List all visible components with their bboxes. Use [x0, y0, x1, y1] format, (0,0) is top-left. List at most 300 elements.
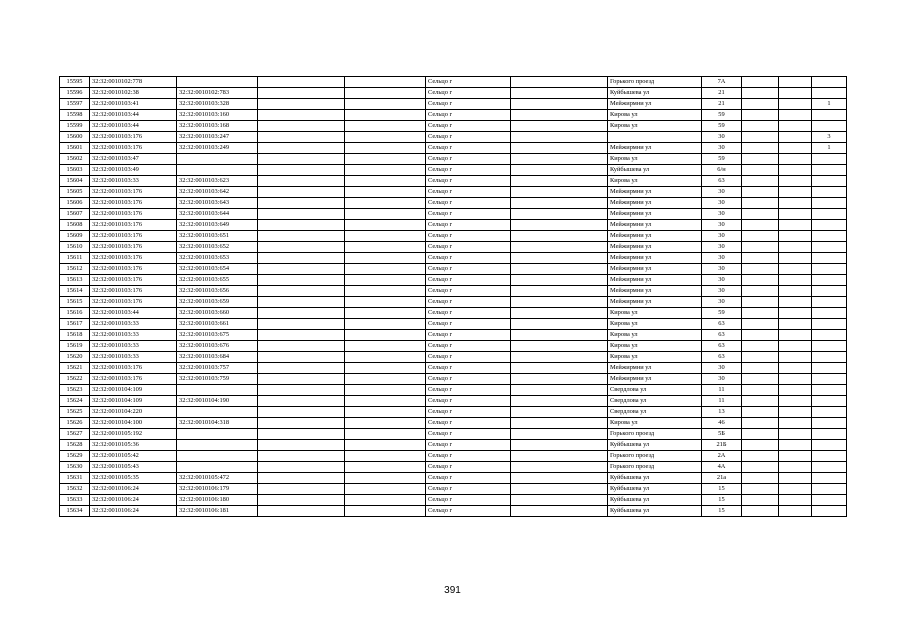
cell-cadastral-number: 32:32:0010103:176 [90, 275, 177, 286]
cell-object-cadastral-number: 32:32:0010103:168 [177, 121, 258, 132]
table-row [60, 462, 847, 473]
cell-street: Мейжирмни ул [608, 231, 702, 242]
cell-object-cadastral-number: 32:32:0010103:649 [177, 220, 258, 231]
cell-col-11 [779, 154, 812, 165]
cell-object-cadastral-number: 32:32:0010106:180 [177, 495, 258, 506]
cell-col-10 [742, 385, 779, 396]
cell-cadastral-number: 32:32:0010105:192 [90, 429, 177, 440]
cell-cadastral-number: 32:32:0010103:176 [90, 297, 177, 308]
cell-col-7 [511, 88, 608, 99]
cell-object-cadastral-number [177, 451, 258, 462]
cell-street: Куйбышева ул [608, 88, 702, 99]
cell-object-cadastral-number: 32:32:0010103:643 [177, 198, 258, 209]
cell-cadastral-number: 32:32:0010104:109 [90, 385, 177, 396]
table-row [60, 242, 847, 253]
cell-col-4 [258, 143, 345, 154]
cell-street: Мейжирмни ул [608, 187, 702, 198]
cell-col-5 [345, 253, 426, 264]
cell-house-number: 63 [702, 176, 742, 187]
cell-cadastral-number: 32:32:0010103:176 [90, 231, 177, 242]
cell-street: Кирова ул [608, 121, 702, 132]
table-row [60, 319, 847, 330]
cell-row-number: 15624 [60, 396, 90, 407]
cell-street: Горького проезд [608, 77, 702, 88]
cell-row-number: 15625 [60, 407, 90, 418]
cell-street: Кирова ул [608, 154, 702, 165]
cell-col-4 [258, 297, 345, 308]
cell-street: Куйбышева ул [608, 440, 702, 451]
cell-street: Мейжирмни ул [608, 286, 702, 297]
cell-col-5 [345, 297, 426, 308]
cell-row-number: 15601 [60, 143, 90, 154]
cell-col-11 [779, 385, 812, 396]
cell-col-4 [258, 451, 345, 462]
cell-col-11 [779, 121, 812, 132]
cell-col-5 [345, 363, 426, 374]
table-row [60, 396, 847, 407]
cell-settlement: Сельцо г [426, 330, 511, 341]
cell-object-cadastral-number: 32:32:0010103:660 [177, 308, 258, 319]
cell-object-cadastral-number [177, 154, 258, 165]
cell-col-11 [779, 264, 812, 275]
table-row [60, 99, 847, 110]
cell-col-7 [511, 121, 608, 132]
cell-col-4 [258, 330, 345, 341]
cell-house-number: 15 [702, 495, 742, 506]
cell-col-10 [742, 297, 779, 308]
cell-house-number: 30 [702, 143, 742, 154]
cell-col-7 [511, 495, 608, 506]
cell-col-11 [779, 88, 812, 99]
cell-extra-value [812, 495, 847, 506]
cell-col-4 [258, 462, 345, 473]
table-row [60, 132, 847, 143]
cell-col-11 [779, 341, 812, 352]
cell-col-10 [742, 176, 779, 187]
cell-extra-value [812, 418, 847, 429]
cell-cadastral-number: 32:32:0010103:33 [90, 176, 177, 187]
cell-row-number: 15606 [60, 198, 90, 209]
cell-settlement: Сельцо г [426, 286, 511, 297]
cell-col-11 [779, 407, 812, 418]
cell-extra-value [812, 374, 847, 385]
cell-col-7 [511, 385, 608, 396]
cell-street: Мейжирмни ул [608, 99, 702, 110]
cell-cadastral-number: 32:32:0010103:33 [90, 330, 177, 341]
cell-col-10 [742, 275, 779, 286]
table-row [60, 143, 847, 154]
cell-object-cadastral-number: 32:32:0010103:653 [177, 253, 258, 264]
cell-col-11 [779, 418, 812, 429]
table-row [60, 330, 847, 341]
cell-col-5 [345, 132, 426, 143]
cell-extra-value [812, 220, 847, 231]
cell-col-4 [258, 176, 345, 187]
cell-settlement: Сельцо г [426, 396, 511, 407]
cell-extra-value [812, 506, 847, 517]
cell-cadastral-number: 32:32:0010103:176 [90, 242, 177, 253]
cell-object-cadastral-number: 32:32:0010103:651 [177, 231, 258, 242]
cell-col-11 [779, 77, 812, 88]
cell-col-5 [345, 121, 426, 132]
cell-col-7 [511, 231, 608, 242]
cell-row-number: 15631 [60, 473, 90, 484]
cell-col-5 [345, 209, 426, 220]
cell-col-4 [258, 264, 345, 275]
cell-col-4 [258, 231, 345, 242]
cell-house-number: 30 [702, 198, 742, 209]
cell-col-11 [779, 220, 812, 231]
cell-col-5 [345, 231, 426, 242]
cell-col-5 [345, 506, 426, 517]
cell-col-4 [258, 154, 345, 165]
cell-settlement: Сельцо г [426, 429, 511, 440]
cell-col-10 [742, 374, 779, 385]
cell-street: Куйбышева ул [608, 495, 702, 506]
cell-house-number: 59 [702, 154, 742, 165]
cell-row-number: 15620 [60, 352, 90, 363]
cell-col-10 [742, 341, 779, 352]
cell-col-7 [511, 506, 608, 517]
cell-settlement: Сельцо г [426, 363, 511, 374]
cell-street: Мейжирмни ул [608, 264, 702, 275]
cell-col-7 [511, 407, 608, 418]
cell-col-7 [511, 143, 608, 154]
cell-cadastral-number: 32:32:0010105:42 [90, 451, 177, 462]
cell-extra-value [812, 275, 847, 286]
cell-col-4 [258, 440, 345, 451]
cell-col-10 [742, 231, 779, 242]
cell-street: Мейжирмни ул [608, 220, 702, 231]
cell-row-number: 15627 [60, 429, 90, 440]
cell-cadastral-number: 32:32:0010103:176 [90, 132, 177, 143]
cell-extra-value [812, 352, 847, 363]
cell-street: Горького проезд [608, 451, 702, 462]
cell-col-4 [258, 473, 345, 484]
cell-col-4 [258, 363, 345, 374]
cell-object-cadastral-number [177, 462, 258, 473]
cell-object-cadastral-number: 32:32:0010103:654 [177, 264, 258, 275]
cell-col-7 [511, 286, 608, 297]
cell-col-7 [511, 176, 608, 187]
cell-extra-value [812, 165, 847, 176]
cell-settlement: Сельцо г [426, 110, 511, 121]
table-row [60, 495, 847, 506]
cell-col-10 [742, 330, 779, 341]
cell-row-number: 15619 [60, 341, 90, 352]
cell-house-number: 13 [702, 407, 742, 418]
cell-house-number: 30 [702, 297, 742, 308]
cell-col-7 [511, 363, 608, 374]
cell-col-7 [511, 198, 608, 209]
cell-row-number: 15623 [60, 385, 90, 396]
cell-street: Мейжирмни ул [608, 209, 702, 220]
cell-house-number: 63 [702, 330, 742, 341]
cell-col-11 [779, 297, 812, 308]
table-row [60, 385, 847, 396]
cell-col-4 [258, 407, 345, 418]
cell-settlement: Сельцо г [426, 121, 511, 132]
cell-street: Куйбышева ул [608, 473, 702, 484]
cell-row-number: 15604 [60, 176, 90, 187]
table-row [60, 506, 847, 517]
cell-col-11 [779, 110, 812, 121]
cell-house-number: 63 [702, 341, 742, 352]
cell-street: Мейжирмни ул [608, 363, 702, 374]
cell-object-cadastral-number: 32:32:0010103:652 [177, 242, 258, 253]
table-row [60, 88, 847, 99]
cell-row-number: 15611 [60, 253, 90, 264]
cell-cadastral-number: 32:32:0010105:43 [90, 462, 177, 473]
cell-object-cadastral-number [177, 407, 258, 418]
cell-col-4 [258, 198, 345, 209]
table-row [60, 308, 847, 319]
cell-house-number: 11 [702, 385, 742, 396]
cell-settlement: Сельцо г [426, 341, 511, 352]
cell-house-number: 46 [702, 418, 742, 429]
table-row [60, 407, 847, 418]
cell-house-number: 6/н [702, 165, 742, 176]
cell-col-11 [779, 495, 812, 506]
cell-extra-value [812, 286, 847, 297]
cell-settlement: Сельцо г [426, 143, 511, 154]
cell-col-11 [779, 473, 812, 484]
cell-street: Свердлова ул [608, 407, 702, 418]
cell-col-5 [345, 220, 426, 231]
cell-settlement: Сельцо г [426, 165, 511, 176]
cell-row-number: 15605 [60, 187, 90, 198]
table-row [60, 275, 847, 286]
cell-col-10 [742, 99, 779, 110]
cell-object-cadastral-number: 32:32:0010103:656 [177, 286, 258, 297]
cell-extra-value [812, 407, 847, 418]
cell-col-5 [345, 154, 426, 165]
cell-house-number: 30 [702, 286, 742, 297]
cell-house-number: 30 [702, 275, 742, 286]
cell-extra-value [812, 429, 847, 440]
cell-cadastral-number: 32:32:0010103:176 [90, 220, 177, 231]
cell-extra-value [812, 198, 847, 209]
cell-col-11 [779, 330, 812, 341]
cell-col-4 [258, 187, 345, 198]
cell-street: Мейжирмни ул [608, 253, 702, 264]
cell-col-5 [345, 451, 426, 462]
cell-extra-value [812, 473, 847, 484]
cell-house-number: 2А [702, 451, 742, 462]
cell-settlement: Сельцо г [426, 176, 511, 187]
cell-extra-value [812, 242, 847, 253]
cell-col-5 [345, 352, 426, 363]
cell-row-number: 15608 [60, 220, 90, 231]
cell-col-10 [742, 451, 779, 462]
cell-col-11 [779, 319, 812, 330]
cell-col-4 [258, 220, 345, 231]
cell-col-4 [258, 495, 345, 506]
cell-street: Мейжирмни ул [608, 198, 702, 209]
cell-col-5 [345, 319, 426, 330]
cell-col-5 [345, 187, 426, 198]
cell-row-number: 15632 [60, 484, 90, 495]
cell-col-11 [779, 242, 812, 253]
cell-object-cadastral-number [177, 165, 258, 176]
table-row [60, 264, 847, 275]
cell-col-4 [258, 352, 345, 363]
cell-col-10 [742, 198, 779, 209]
cell-settlement: Сельцо г [426, 77, 511, 88]
table-row [60, 374, 847, 385]
cell-house-number: 59 [702, 121, 742, 132]
cell-extra-value: 3 [812, 132, 847, 143]
cell-object-cadastral-number: 32:32:0010103:757 [177, 363, 258, 374]
cell-col-5 [345, 396, 426, 407]
cell-col-5 [345, 308, 426, 319]
table-row [60, 286, 847, 297]
cell-settlement: Сельцо г [426, 154, 511, 165]
cell-object-cadastral-number: 32:32:0010103:160 [177, 110, 258, 121]
table-row [60, 418, 847, 429]
cell-col-4 [258, 88, 345, 99]
cell-settlement: Сельцо г [426, 264, 511, 275]
cell-col-5 [345, 462, 426, 473]
cell-col-4 [258, 374, 345, 385]
cell-col-5 [345, 330, 426, 341]
cell-col-4 [258, 132, 345, 143]
cell-col-7 [511, 242, 608, 253]
cell-object-cadastral-number: 32:32:0010102:783 [177, 88, 258, 99]
cell-settlement: Сельцо г [426, 473, 511, 484]
cell-object-cadastral-number: 32:32:0010103:644 [177, 209, 258, 220]
cell-col-5 [345, 275, 426, 286]
cell-house-number: 30 [702, 132, 742, 143]
cell-extra-value [812, 319, 847, 330]
cell-col-4 [258, 429, 345, 440]
cell-row-number: 15626 [60, 418, 90, 429]
cell-object-cadastral-number: 32:32:0010104:190 [177, 396, 258, 407]
cell-col-7 [511, 396, 608, 407]
cell-object-cadastral-number: 32:32:0010103:759 [177, 374, 258, 385]
cell-row-number: 15595 [60, 77, 90, 88]
cell-extra-value [812, 231, 847, 242]
cell-cadastral-number: 32:32:0010103:44 [90, 121, 177, 132]
cell-street: Кирова ул [608, 176, 702, 187]
cell-col-10 [742, 209, 779, 220]
cell-col-5 [345, 165, 426, 176]
cell-house-number: 21а [702, 473, 742, 484]
cell-settlement: Сельцо г [426, 88, 511, 99]
cell-street: Куйбышева ул [608, 484, 702, 495]
cell-col-5 [345, 198, 426, 209]
cell-cadastral-number: 32:32:0010103:176 [90, 198, 177, 209]
cell-house-number: 30 [702, 231, 742, 242]
cell-col-7 [511, 297, 608, 308]
cell-col-10 [742, 264, 779, 275]
cell-object-cadastral-number: 32:32:0010103:655 [177, 275, 258, 286]
table-row [60, 253, 847, 264]
cell-street: Мейжирмни ул [608, 143, 702, 154]
cell-street: Свердлова ул [608, 385, 702, 396]
cell-house-number: 30 [702, 253, 742, 264]
cell-col-11 [779, 253, 812, 264]
cell-settlement: Сельцо г [426, 462, 511, 473]
cell-street: Кирова ул [608, 418, 702, 429]
cell-col-7 [511, 418, 608, 429]
cell-street [608, 132, 702, 143]
cell-col-10 [742, 187, 779, 198]
cell-extra-value [812, 121, 847, 132]
cell-col-7 [511, 187, 608, 198]
cell-row-number: 15615 [60, 297, 90, 308]
cell-object-cadastral-number: 32:32:0010103:328 [177, 99, 258, 110]
cell-row-number: 15599 [60, 121, 90, 132]
cell-col-5 [345, 429, 426, 440]
cell-cadastral-number: 32:32:0010103:176 [90, 286, 177, 297]
cell-col-10 [742, 462, 779, 473]
cell-settlement: Сельцо г [426, 407, 511, 418]
cell-house-number: 63 [702, 352, 742, 363]
cell-row-number: 15598 [60, 110, 90, 121]
cell-street: Куйбышева ул [608, 165, 702, 176]
cell-col-5 [345, 407, 426, 418]
cell-street: Кирова ул [608, 330, 702, 341]
cell-cadastral-number: 32:32:0010106:24 [90, 484, 177, 495]
cell-col-11 [779, 209, 812, 220]
cell-col-7 [511, 154, 608, 165]
cell-col-10 [742, 319, 779, 330]
cell-col-11 [779, 308, 812, 319]
cell-col-7 [511, 99, 608, 110]
cell-extra-value [812, 77, 847, 88]
cell-settlement: Сельцо г [426, 319, 511, 330]
cell-row-number: 15602 [60, 154, 90, 165]
cell-col-7 [511, 374, 608, 385]
cell-street: Горького проезд [608, 429, 702, 440]
cell-street: Кирова ул [608, 110, 702, 121]
cell-extra-value: 1 [812, 143, 847, 154]
cell-cadastral-number: 32:32:0010105:35 [90, 473, 177, 484]
cell-col-10 [742, 418, 779, 429]
cell-col-10 [742, 352, 779, 363]
table-row [60, 110, 847, 121]
cell-settlement: Сельцо г [426, 440, 511, 451]
cell-row-number: 15628 [60, 440, 90, 451]
cell-object-cadastral-number [177, 440, 258, 451]
cell-house-number: 30 [702, 264, 742, 275]
cell-col-11 [779, 231, 812, 242]
cell-extra-value [812, 341, 847, 352]
cell-col-7 [511, 209, 608, 220]
cell-col-10 [742, 110, 779, 121]
cell-cadastral-number: 32:32:0010103:176 [90, 374, 177, 385]
cell-row-number: 15600 [60, 132, 90, 143]
cell-col-11 [779, 451, 812, 462]
cell-col-10 [742, 132, 779, 143]
cell-object-cadastral-number [177, 77, 258, 88]
cell-settlement: Сельцо г [426, 495, 511, 506]
cell-col-4 [258, 253, 345, 264]
cell-house-number: 5Б [702, 429, 742, 440]
cell-col-10 [742, 88, 779, 99]
cell-row-number: 15633 [60, 495, 90, 506]
cell-extra-value [812, 154, 847, 165]
cell-col-10 [742, 363, 779, 374]
cell-col-7 [511, 253, 608, 264]
cell-cadastral-number: 32:32:0010104:220 [90, 407, 177, 418]
cell-house-number: 15 [702, 506, 742, 517]
cell-house-number: 7А [702, 77, 742, 88]
cell-col-7 [511, 319, 608, 330]
cell-col-4 [258, 165, 345, 176]
cell-col-4 [258, 484, 345, 495]
